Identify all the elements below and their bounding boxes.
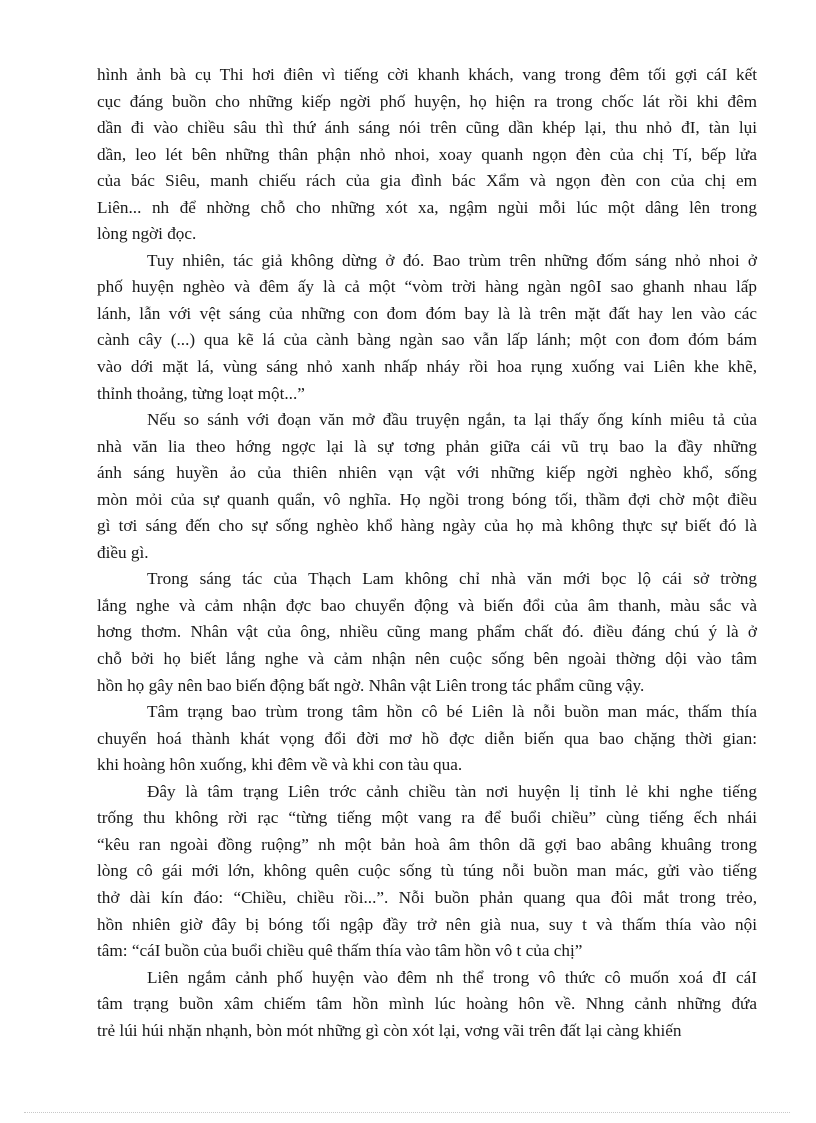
text-line: Đây là tâm trạng Liên trớc cảnh chiều tàn nơi huyện lị tỉnh lẻ khi nghe tiếng (147, 781, 757, 801)
text-line: lánh, lẫn với vệt sáng của những con đom đóm bay là là trên mặt đất hay len vào các (97, 303, 757, 323)
page-bottom-rule (24, 1112, 790, 1113)
text-line: chuyển hoá thành khát vọng đổi đời mơ hồ đợc diễn biến qua bao chặng thời gian: (97, 728, 757, 748)
text-line: gì tơi sáng đến cho sự sống nghèo khổ hàng ngày của họ mà không thực sự biết đó là (97, 516, 757, 536)
text-line: lòng cô gái mới lớn, không quên cuộc sống tù túng nỗi buồn man mác, gửi vào tiếng (97, 861, 757, 881)
text-line: chỗ bởi họ biết lắng nghe và cảm nhận nên cuộc sống bên ngoài thờng dội vào tâm (97, 649, 757, 669)
text-line: Liên ngắm cảnh phố huyện vào đêm nh thể trong vô thức cô muốn xoá đI cáI (147, 967, 757, 987)
text-line: Tâm trạng bao trùm trong tâm hồn cô bé Liên là nỗi buồn man mác, thấm thía (147, 702, 757, 722)
text-line: Nếu so sánh với đoạn văn mở đầu truyện ngắn, ta lại thấy ống kính miêu tả của (147, 410, 757, 430)
text-line: “kêu ran ngoài đồng ruộng” nh một bản hoà âm thôn dã gợi bao abâng khuâng trong (97, 834, 757, 854)
text-line: hồn nhiên giờ đây bị bóng tối ngập đầy trở nên già nua, suy t và thấm thía vào nội (97, 914, 757, 934)
paragraph (97, 248, 757, 407)
text-line: hơng thơm. Nhân vật của ông, nhiều cũng mang phẩm chất đó. điều đáng chú ý là ở (97, 622, 757, 642)
text-line: Trong sáng tác của Thạch Lam không chỉ nhà văn mới bọc lộ cái sở trờng (147, 569, 757, 589)
paragraph (97, 699, 757, 779)
text-line: trống thu không rời rạc “từng tiếng một vang ra để buổi chiều” cùng tiếng ếch nhái (97, 808, 757, 828)
paragraph (97, 407, 757, 566)
text-line: vào dới mặt lá, vùng sáng nhỏ xanh nhấp nháy rồi hoa rụng xuống vai Liên khe khẽ, (97, 357, 757, 377)
paragraph (97, 62, 757, 248)
text-line: dần đi vào chiều sâu thì thứ ánh sáng nói trên cũng dần khép lại, thu nhỏ đI, tàn lụi (97, 118, 757, 138)
text-line: trẻ lúi húi nhặn nhạnh, bòn mót những gì còn xót lại, vơng vãi trên đất lại càng khiến (97, 1020, 682, 1040)
text-line: hồn họ gây nên bao biến động bất ngờ. Nhân vật Liên trong tác phẩm cũng vậy. (97, 675, 645, 695)
text-line: ánh sáng huyền ảo của thiên nhiên vạn vật với những kiếp ngời nghèo khổ, sống (97, 463, 757, 483)
text-line: Tuy nhiên, tác giả không dừng ở đó. Bao trùm trên những đốm sáng nhỏ nhoi ở (147, 250, 757, 270)
text-line: phố huyện nghèo và đêm ấy là cả một “vòm trời hàng ngàn ngôI sao ghanh nhau lấp (97, 277, 757, 297)
text-line: thở dài kín đáo: “Chiều, chiều rồi...”. Nỗi buồn phản quang qua đôi mắt trong trẻo, (97, 887, 757, 907)
text-line: cành cây (...) qua kẽ lá của cành bàng ngàn sao vẫn lấp lánh; một con đom đóm bám (97, 330, 757, 350)
paragraph (97, 965, 757, 1045)
paragraph (97, 566, 757, 699)
text-line: điều gì. (97, 542, 149, 562)
text-line: lòng ngời đọc. (97, 224, 197, 244)
text-line: tâm: “cáI buồn của buổi chiều quê thấm thía vào tâm hồn vô t của chị” (97, 941, 583, 961)
text-line: mòn mỏi của sự quanh quẩn, vô nghĩa. Họ ngồi trong bóng tối, thầm đợi chờ một điều (97, 489, 757, 509)
text-line: của bác Siêu, manh chiếu rách của gia đình bác Xẩm và ngọn đèn con của chị em (97, 171, 757, 191)
text-line: cục đáng buồn cho những kiếp ngời phố huyện, họ hiện ra trong chốc lát rồi khi đêm (97, 91, 757, 111)
text-line: thỉnh thoảng, từng loạt một...” (97, 383, 305, 403)
text-line: tâm trạng buồn xâm chiếm tâm hồn mình lúc hoàng hôn về. Nhng cảnh những đứa (97, 994, 757, 1014)
text-line: hình ảnh bà cụ Thi hơi điên vì tiếng cời khanh khách, vang trong đêm tối gợi cáI kết (97, 65, 757, 84)
text-line: dần, leo lét bên những thân phận nhỏ nhoi, xoay quanh ngọn đèn của chị Tí, bếp lửa (97, 144, 757, 164)
text-line: khi hoàng hôn xuống, khi đêm về và khi con tàu qua. (97, 755, 463, 775)
text-line: nhà văn lia theo hớng ngợc lại là sự tơng phản giữa cái vũ trụ bao la đầy những (97, 436, 757, 456)
document-body (97, 62, 757, 1044)
paragraph (97, 779, 757, 965)
text-line: Liên... nh để nhờng chỗ cho những xót xa, ngậm ngùi mỗi lúc một dâng lên trong (97, 197, 757, 217)
text-line: lắng nghe và cảm nhận đợc bao chuyển động và biến đổi của âm thanh, màu sắc và (97, 595, 757, 615)
